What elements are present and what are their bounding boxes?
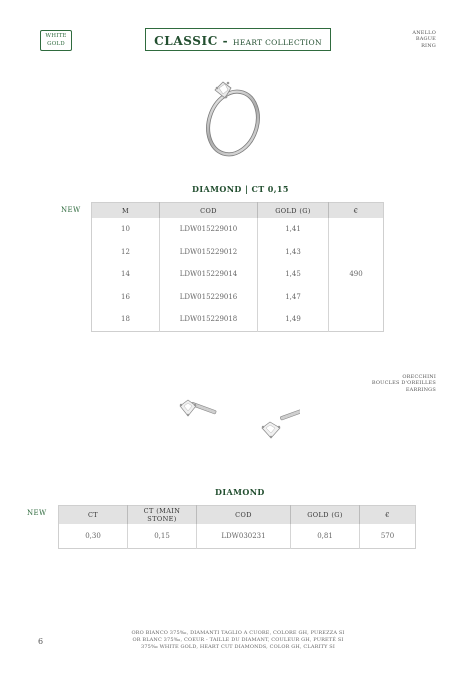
ring-label-fr: BAGUE (415, 36, 436, 43)
column-header-main-stone: CT (MAIN STONE) (128, 506, 197, 525)
earrings-type-label (372, 374, 436, 393)
column-header-m: M (92, 203, 160, 219)
new-label-2: NEW (27, 509, 47, 517)
badge-line-1: WHITE (45, 33, 67, 39)
column-header-gold: GOLD (G) (258, 203, 329, 219)
earring-label-fr: BOUCLES D'OREILLES (371, 380, 436, 387)
ring-image (195, 68, 275, 168)
cell-gold: 1,49 (258, 308, 329, 331)
earrings-table (58, 505, 416, 549)
column-header-cod: COD (160, 203, 258, 219)
column-header-cod: COD (197, 506, 291, 525)
column-header-price: € (329, 203, 384, 219)
cell-price: 570 (360, 524, 416, 549)
right-earring (262, 409, 300, 438)
cell-code: LDW015229014 (160, 263, 258, 286)
table-row (92, 218, 384, 241)
ring-label-en: RING (421, 42, 436, 49)
ring-type-label (412, 30, 436, 49)
title-separator: - (217, 34, 233, 48)
cell-gold: 1,47 (258, 286, 329, 309)
column-header-price: € (360, 506, 416, 525)
cell-code: LDW015229010 (160, 218, 258, 241)
column-header-ct: CT (59, 506, 128, 525)
cell-ct: 0,30 (85, 532, 101, 540)
cell-gold: 1,45 (258, 263, 329, 286)
new-label-1: NEW (61, 206, 81, 214)
badge-line-2: GOLD (47, 41, 65, 47)
section2-title: DIAMOND (215, 487, 265, 497)
table-row (59, 524, 416, 549)
table-header-row (92, 203, 384, 219)
cell-code: LDW030231 (197, 524, 291, 549)
cell-code: LDW015229018 (160, 308, 258, 331)
footer-line-en: 375‰ WHITE GOLD, HEART CUT DIAMONDS, COLOR GH, CLARITY SI (140, 644, 336, 650)
ring-sizes-table (91, 202, 384, 332)
cell-size: 16 (121, 292, 130, 301)
cell-size: 14 (121, 270, 130, 279)
title-main: CLASSIC (154, 34, 218, 48)
earring-label-it: ORECCHINI (402, 374, 436, 380)
cell-price: 490 (329, 218, 384, 331)
left-earring (180, 400, 217, 416)
title-sub: HEART COLLECTION (233, 38, 322, 47)
cell-gold: 0,81 (291, 524, 360, 549)
section1-title: DIAMOND | CT 0,15 (192, 184, 289, 194)
cell-size: 10 (121, 225, 130, 234)
footer-line-it: ORO BIANCO 375‰, DIAMANTI TAGLIO A CUORE, COLORE GH, PUREZZA SI (131, 630, 345, 636)
cell-gold: 1,41 (258, 218, 329, 241)
footer-description (90, 630, 386, 651)
page-number: 6 (38, 637, 44, 646)
earrings-image (170, 390, 300, 445)
cell-code: LDW015229012 (160, 241, 258, 264)
collection-title (145, 28, 331, 51)
cell-size: 12 (121, 247, 130, 256)
earring-label-en: EARRINGS (405, 386, 436, 393)
ring-label-it: ANELLO (412, 30, 436, 36)
footer-line-fr: OR BLANC 375‰, COEUR - TAILLE DU DIAMANT, COULEUR GH, PURETÉ SI (132, 637, 344, 643)
table-header-row (59, 506, 416, 525)
cell-gold: 1,43 (258, 241, 329, 264)
cell-code: LDW015229016 (160, 286, 258, 309)
column-header-gold: GOLD (G) (291, 506, 360, 525)
cell-size: 18 (121, 315, 130, 324)
white-gold-badge (40, 30, 72, 51)
cell-main-stone: 0,15 (128, 524, 197, 549)
